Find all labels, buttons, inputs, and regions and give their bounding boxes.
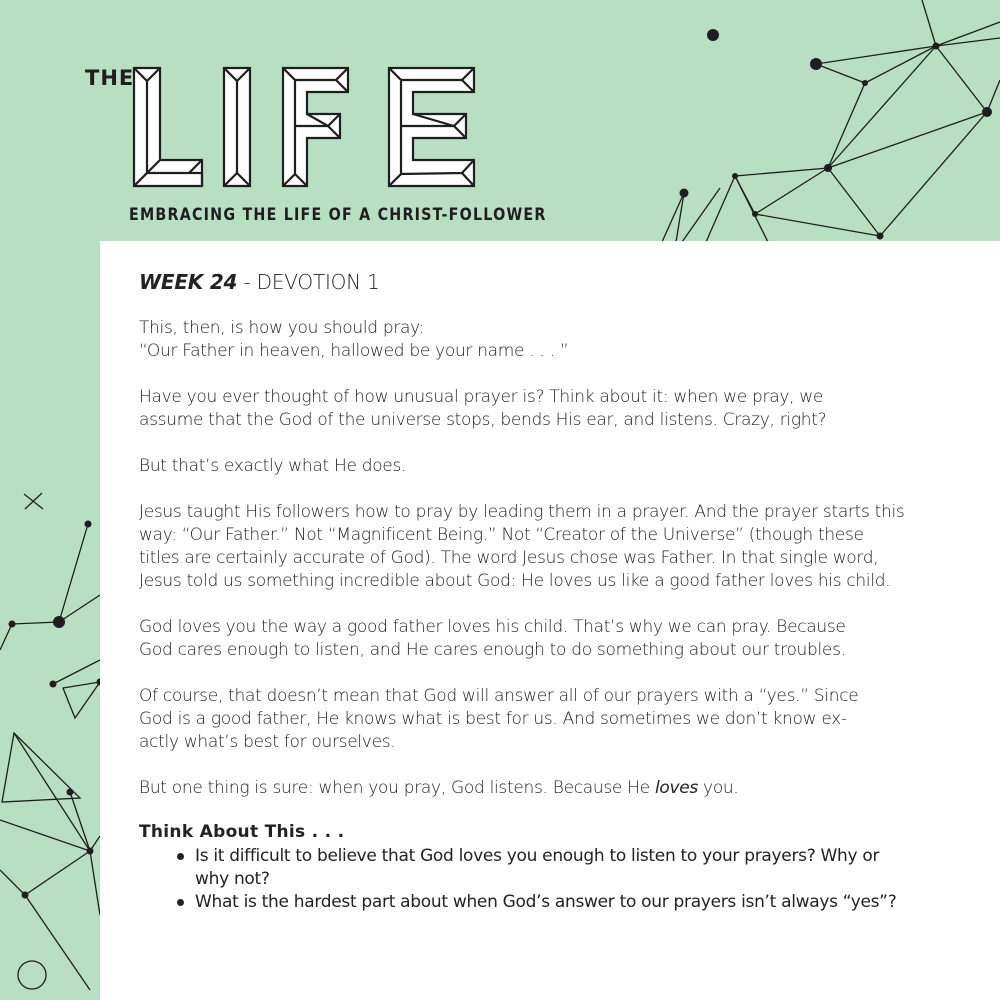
paragraph-line: way: “Our Father.” Not “Magnificent Being.” Not “Creator of the Universe” (though these: [139, 525, 864, 545]
devotion-card: [100, 241, 1000, 1000]
paragraph-line: assume that the God of the universe stops, bends His ear, and listens. Crazy, right?: [139, 410, 827, 430]
logo-word: LIFE: [130, 64, 133, 65]
tagline: EMBRACING THE LIFE OF A CHRIST-FOLLOWER: [129, 206, 547, 225]
think-heading: Think About This . . .: [139, 822, 345, 842]
paragraph-line: God is a good father, He knows what is best for us. And sometimes we don’t know ex-: [139, 709, 847, 729]
paragraph-line: actly what’s best for ourselves.: [139, 732, 396, 752]
verse-line: This, then, is how you should pray:: [139, 318, 425, 338]
paragraph-line: Have you ever thought of how unusual prayer is? Think about it: when we pray, we: [139, 387, 824, 407]
paragraph: [139, 616, 959, 662]
paragraph-line: But that’s exactly what He does.: [139, 456, 407, 476]
paragraph: [139, 685, 959, 754]
list-item-line: What is the hardest part about when God’s answer to our prayers isn’t always “yes”?: [195, 892, 897, 912]
devotion-label: - DEVOTION 1: [237, 270, 380, 294]
paragraph-line: Jesus taught His followers how to pray by leading them in a prayer. And the prayer starts this: [139, 502, 905, 522]
closing-paragraph: [139, 777, 959, 800]
paragraph-line: Jesus told us something incredible about God: He loves us like a good father loves his child.: [139, 571, 891, 591]
closing-before: But one thing is sure: when you pray, God listens. Because He: [139, 778, 655, 798]
header-the: THE: [85, 66, 135, 90]
list-item: [195, 845, 1000, 891]
paragraph: [139, 501, 959, 593]
paragraph-line: God loves you the way a good father loves his child. That’s why we can pray. Because: [139, 617, 846, 637]
paragraph-line: Of course, that doesn’t mean that God will answer all of our prayers with a “yes.” Since: [139, 686, 859, 706]
think-list: [139, 845, 1000, 914]
week-heading: [139, 269, 959, 295]
verse: [139, 317, 959, 363]
paragraph-line: titles are certainly accurate of God). The word Jesus chose was Father. In that single word,: [139, 548, 879, 568]
network-decoration-top-right: [600, 0, 1000, 242]
list-item: [195, 891, 1000, 914]
list-item-line: why not?: [195, 869, 270, 889]
closing-emphasis: loves: [654, 778, 698, 798]
verse-line: “Our Father in heaven, hallowed be your name . . . ”: [139, 341, 569, 361]
closing-after: you.: [697, 778, 739, 798]
week-label: WEEK 24: [139, 270, 238, 294]
life-logo: [130, 64, 480, 190]
paragraph: [139, 386, 959, 432]
paragraph-line: God cares enough to listen, and He cares enough to do something about our troubles.: [139, 640, 846, 660]
list-item-line: Is it difficult to believe that God loves you enough to listen to your prayers? Why or: [195, 846, 880, 866]
network-decoration-left: [0, 480, 100, 1000]
paragraph: [139, 455, 959, 478]
